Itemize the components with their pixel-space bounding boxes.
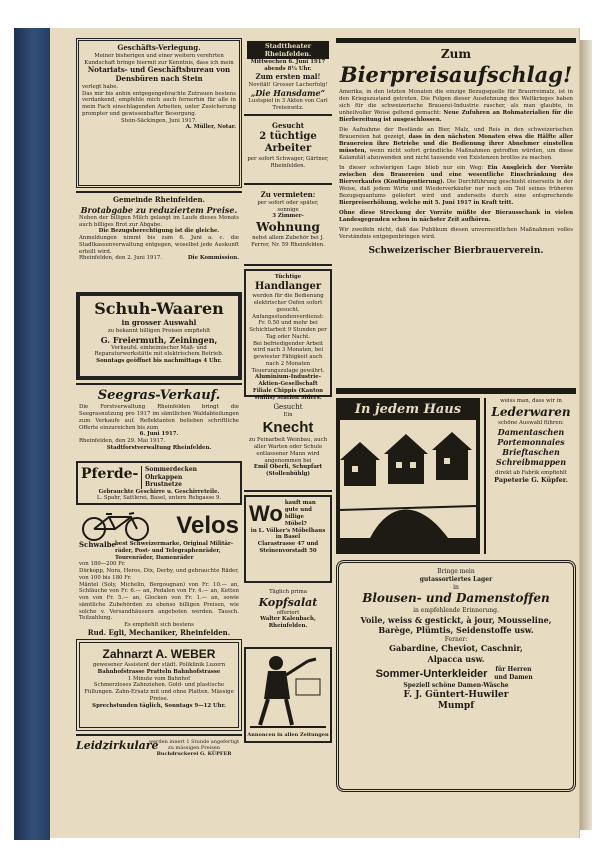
ad-item: Brustnetze [145,481,182,488]
ad-title: Zahnarzt A. WEBER [102,647,216,661]
ad-item: Brieftaschen [502,446,560,457]
ad-signature: Stadtforstverwaltung Rheinfelden. [106,444,212,451]
book-binding [14,28,50,840]
article-text: Ein Ausgleich der Vorräte zwischen den Brauereien und eine wesentliche Einschränkung des Bierverkaufes (Kontingentierung). [339,164,573,185]
ad-text: in [453,583,459,591]
ad-heading: Knecht [262,418,314,436]
ad-text: per sofort Schwager, Gärtner, Rheinfelden. [247,155,329,169]
ad-velos [76,508,242,636]
ad-schuh-waren [76,292,242,380]
ad-title: In jedem Haus [354,402,462,417]
ad-play-title: „Die Hansdame“ [250,88,326,99]
village-illustration [340,420,476,538]
ad-seegras [76,383,242,458]
ad-gemeinde [76,191,242,289]
ad-text: Die Bezugsberechtigung ist die gleiche. [98,228,220,235]
ad-title: Leidzirkulare [76,739,159,752]
article-text: Die Aufnahme der Bestände an Bier, Malz, und Reis in den schweizerischen Brauereien hat gezeigt, [339,126,573,140]
ad-title: Blousen- und Damenstoffen [362,591,550,606]
ad-date: Mittwochen 6. Juni 1917 abends 8¼ Uhr. [250,59,326,72]
ad-firm: Papeterie G. Küpfer. [494,476,568,485]
ad-date: Rheinfelden, den 2. Juni 1917. [79,255,163,262]
article-text: dass in den nächsten Monaten etwa die Hälfte aller Brauereien ihre Betriebe und die Bedienung ihrer Abnehmer einstellen müssten, [339,133,574,154]
ad-text: Meiner bisherigen und einer weitern verehrten Kundschaft bringe hiermit zur Kenntnis, dass ich mein [84,52,234,66]
ad-kopfsalat [244,586,332,644]
ad-text: Anmeldungen nimmt bis zum 6. Juni a. c. die Stadtkassenverwaltung entgegen, woselbst jede Auskunft erteilt wird. [79,235,239,255]
ad-text: Verkaufsl. einheimischer Maß- und Reparaturwerkstätte mit elektrischem Betrieb. [94,344,224,358]
ad-title: Lederwaren [491,404,571,419]
article-kicker: Zum [440,47,472,61]
ad-text: best Schweizermarke, Original Militär-räder, Post- und Telegraphenräder, Tourenräder, Damenräder [115,541,234,561]
middle-column [244,38,332,746]
article-bierpreisaufschlag [336,38,576,388]
ad-text: Speziell schöne Damen-Wäsche [403,681,509,689]
figure-illustration [246,649,330,729]
article-text: Wir zweifeln nicht, daß das Publikum diesen unvermeidlichen Maßnahmen volles Verständnis entgegenbringen wird. [339,226,573,240]
ad-lederwaren [484,398,576,554]
ad-pferde [76,461,242,505]
ad-annoncen-illustration [244,647,332,743]
ad-text: gutassortiertes Lager [419,575,493,583]
ad-damenstoffe [336,560,576,792]
ad-text: Ein [283,411,293,418]
ad-title: Velos [176,512,239,539]
ad-firm: Notariats- und Geschäftsbureau von Densbüren nach Stein [87,65,231,83]
ad-text: Schmerzloses Zahnziehen. Gold- und plastische Füllungen. Zahn-Ersatz mit und ohne Platten. Mässige Preise. [84,682,234,702]
ad-item: Sommerdecken [145,466,198,473]
ad-date: Rheinfelden, den 29. Mai 1917. [79,438,166,444]
ad-zahnarzt [76,639,242,731]
ad-in-jedem-haus [336,398,480,554]
ad-text: 3 Zimmer- [272,213,304,220]
ad-text: Ferner: [444,635,468,643]
article-text: Neue Zufuhren an Rohmaterialien für die Bierbereitung ist ausgeschlossen. [339,109,573,123]
ad-label: Schwalbe [79,540,116,549]
ad-title: Pferde- [81,466,139,482]
ad-text: direkt ab Fabrik empfiehlt [495,469,567,476]
ad-title: Gemeinde Rheinfelden. [113,195,205,204]
ad-text: 1 Minute vom Bahnhof [127,675,191,682]
ad-heading: Sommer-Unterkleider [375,667,488,680]
ad-text: in empfehlende Erinnerung. [413,606,499,614]
ad-firm: Rud. Egli, Mechaniker, Rheinfelden. [87,627,231,637]
ad-text: schöne Auswahl führen: [498,419,564,426]
ad-deadline: 6. Juni 1917. [139,431,179,438]
ad-title: Tüchtige [274,274,302,280]
ad-firm: Buchdruckerei G. KÜPFER [156,751,232,757]
ad-text: Novität! Grosser Lacherfolg! [248,81,328,88]
ad-heading: Kopfsalat [258,595,318,609]
ad-text: Das mir bis anhin entgegengebrachte Zutrauen bestens verdankend, empfehle mich auch fernerhin für alle in mein Fach einschlagenden Arbeiten, unter Zusicherung prompter und gewissenhafter Besorgung. [82,90,236,117]
ad-text: für Herren und Damen [494,666,533,681]
article-text: Bierpreiserhöhung, welche mit 5. Juni 1917 in Kraft tritt. [339,199,514,206]
ad-title: Geschäfts-Verlegung. [117,43,201,52]
ad-arbeiter [244,119,332,185]
bicycle-icon [79,511,153,541]
ad-signature: Die Kommission. [187,255,239,262]
ad-text: Gebrauchte Geschirre u. Geschirreteile. [98,488,220,495]
ad-text: verlegt habe. [82,83,119,90]
illustration-caption: Annoncen in allen Zeitungen [247,731,329,738]
ad-firm: Emil Oberli, Schupfart (Stollenbühlg) [253,464,323,477]
ad-title: Schuh-Waaren [94,299,224,318]
ad-heading: Wohnung [256,220,320,234]
ad-title: Gesucht [273,403,303,411]
ad-text: zu Feinarbeit Weinbau, auch aller Warten oder Schule entlassener Mann wird angenommen bei [248,437,328,464]
ad-leidzirkulare [76,734,242,764]
ad-firm: L. Spahr, Sattlerei, Basel, untere Rebgasse 9. [96,495,222,502]
ad-text: Lustspiel in 3 Akten von Carl Tretenwitz. [248,98,328,111]
ad-heading: Handlanger [254,280,322,292]
ad-text: Bei befriedigender Arbeit wird nach 3 Monaten, bei gewiester Fähigkeit auch nach 2 Monaten Teuerungszulage gewährt. [251,340,325,374]
ad-heading: 2 tüchtige Arbeiter [259,130,317,155]
ad-title: Zu vermieten: [260,190,316,199]
ad-firm: F. J. Güntert-Huwiler [403,689,509,700]
ad-hours: Sonntags geöffnet bis nachmittags 4 Uhr. [96,358,222,364]
article-text: Ohne diese Streckung der Vorräte müßte der Bierausschank in vielen Landesgegenden schon in nächster Zeit aufhören. [339,209,573,223]
ad-firm: in L. Völker's Möbelhaus in Basel [250,527,326,541]
ad-text: nebst allem Zubehör bei J. Ferrer, Nr. 59 Rheinfelden. [251,235,325,248]
ad-date: Stein-Säckingen, Juni 1917. [121,117,197,124]
ad-text: Neben der billigen Milch gelangt im Laufe dieses Monats auch billiges Brot zur Abgabe. [79,214,239,228]
ad-text: Zum ersten mal! [255,71,321,81]
article-text: In dieser schwierigen Lage blieb nur ein Weg: [339,164,484,171]
left-column [76,38,242,764]
ad-text: werden innert 1 Stunde angefertigt zu mässigen Preisen [148,739,240,751]
ad-text: weiss man, dass wir in [500,398,562,404]
ad-knecht [244,400,332,492]
right-column [336,38,576,792]
ad-moebel [244,495,332,583]
ad-stadttheater [244,38,332,116]
ad-price: von 180—200 Fr. [79,561,126,568]
ad-wohnung [244,188,332,266]
ad-signature: A. Müller, Notar. [185,124,236,131]
ad-item: Ohrkappen [145,473,183,481]
ad-fabric-list: Gabardine, Cheviot, Caschnir, [389,643,523,654]
ad-fabric-list: Voile, weiss & gestickt, à jour, Mousseline, [360,614,552,625]
ad-text: per sofort oder später, sonnige [257,199,319,213]
ad-text: Die Forstverwaltung Rheinfelden bringt die Seegrasnutzung pro 1917 im sämtlichen Waldabteilungen zum Verkaufe auf. Reflektanten belieben schriftliche Offerte einzureichen bis zum [79,404,239,431]
article-text: Die Durchführung geschieht einerseits in der Weise, daß jedem Wirte und Wiederverkäufer nur noch ein Teil seines früheren Bezugsquantums geliefert wird und anderseits durch eine entsprechende [339,178,573,199]
article-text: Amerika, in den letzten Monaten die einzige Bezugsquelle für Braurreimalz, ist in den Kriegszustand getreten. Die Folgen dieser Ausdehnung des Weltkrieges haben sich für die schweizerische Brauerei-Industrie rascher, als man glaubte, in unheilvoller Weise geltend gemacht: [339,88,573,116]
ad-city: Mumpf [437,701,475,712]
ad-fabric-list: Alpacca usw. [427,653,485,664]
ad-firm: Aluminium-Industrie-Aktien-Gesellschaft Filiale Chippis (Kanton Wallis) Station Siders. [252,374,324,401]
ad-text: Mäntel (Soly, Michelin, Bergougnan) von Fr. 10.— an, Schläuche von Fr. 6.— an, Pedalen von Fr. 4.— an, Ketten von von Fr. 5.— an, Glocken von Fr. 1.— an, sowie sämtliche Zubehörden zu ebenso billigen Preisen, wie solche v. Versandhäusern angeboten werden. Tausch. Teilzahlung. [79,581,239,622]
ad-item: Schreibmappen [495,456,567,467]
ad-address: Clarastrasse 47 und Steinenvorstadt 50 [257,541,319,554]
ad-heading: Brotabgabe zu reduziertem Preise. [80,204,238,215]
ad-firm: Walter Kalenbach, Rheinfelden. [260,616,316,629]
ad-title: Stadttheater Rheinfelden. [247,41,329,59]
ad-heading: Wo [249,501,283,526]
ad-title: Täglich prima [269,589,307,595]
ad-firm: G. Freiermuth, Zeiningen, [100,334,218,345]
article-signature: Schweizerischer Bierbrauerverein. [368,246,544,256]
ad-item: Portemonnaies [497,436,565,447]
ad-item: Damentaschen [497,426,565,437]
ad-handlanger [244,269,332,401]
ad-hours: Sprechstunden täglich, Sonntags 9—12 Uhr. [92,702,226,709]
ad-text: offeriert [276,609,300,616]
ad-text: gewesener Assistent der städt. Poliklinik Luzern [92,662,226,668]
page-edges [580,40,592,830]
ad-text: Dürkopp, Nora, Heros, Dix, Derby, und gebrauchte Räder, von 100 bis 180 Fr. [79,568,239,581]
ad-fabric-list: Barège, Plümtis, Seidenstoffe usw. [378,625,534,636]
ad-text: werden für die Bedienung elektrischer Oefen sofort gesucht. Anfangsstundenverdienst: Fr. 0.50 und mehr bei Schichtarbeit 9 Stunden per Tag oder Nacht. [249,293,327,340]
ad-title: Seegras-Verkauf. [97,388,221,403]
ad-address: Bahnhofstrasse Pratteln Bahnhofstrasse [97,668,221,675]
article-headline: Bierpreisaufschlag! [339,61,573,87]
ad-text: Es empfiehlt sich bestens [124,622,194,628]
ad-subtitle: in grosser Auswahl [121,318,197,327]
ad-question: kauft man gute und billige Möbel? [284,500,316,527]
ad-geschaefts-verlegung [76,38,242,188]
article-text: wenn nicht sofort gründliche Maßnahmen getroffen würden, um diese Kalamität abzuwenden und nicht tausende von Existenzen brotlos zu machen. [339,147,573,161]
ad-text: zu bekannt billigen Preisen empfiehlt [107,327,211,334]
ad-text: Bringe mein [437,568,475,575]
ad-title: Gesucht [271,121,305,130]
